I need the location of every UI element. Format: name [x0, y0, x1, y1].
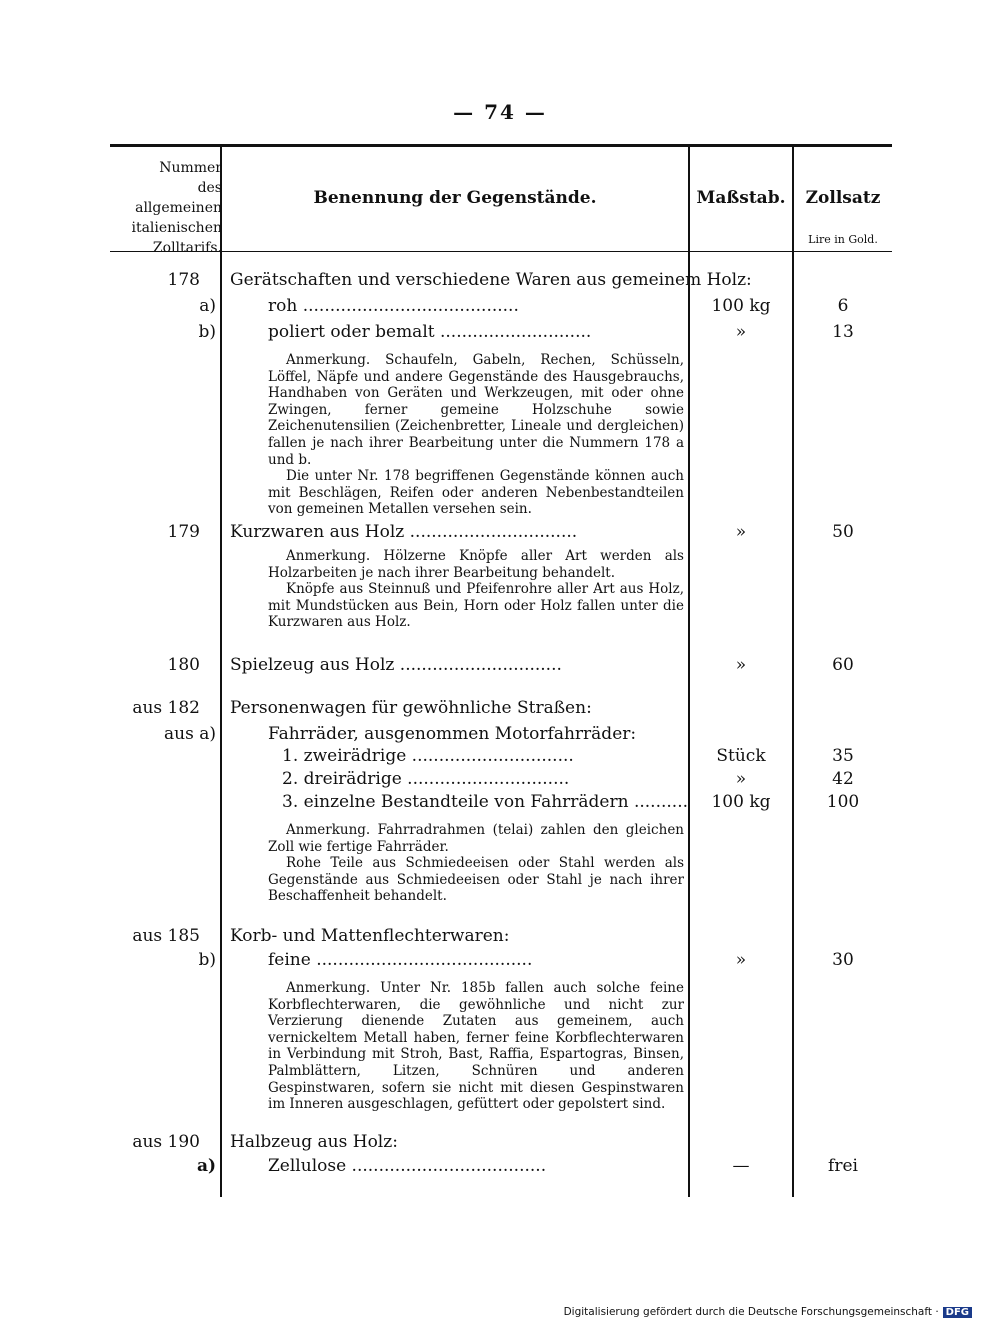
item-number: aus a): [164, 724, 216, 744]
item-unit: Stück: [716, 746, 766, 766]
note-185: [268, 980, 684, 1113]
header-rate: Zollsatz: [805, 188, 881, 208]
footer-text: Digitalisierung gefördert durch die Deutsche Forschungsgemeinschaft ·: [563, 1306, 939, 1318]
header-number-line: Zolltarifs.: [152, 240, 222, 256]
header-number-line: des allgemeinen: [135, 180, 222, 216]
item-title: Personenwagen für gewöhnliche Straßen:: [230, 698, 592, 718]
note-182: [268, 822, 684, 905]
item-title: Gerätschaften und verschiedene Waren aus gemeinem Holz:: [230, 270, 752, 290]
item-unit: »: [735, 322, 747, 342]
header-bottom-rule: [110, 251, 892, 252]
table-top-rule: [110, 144, 892, 147]
note-paragraph: Die unter Nr. 178 begriffenen Gegenstände können auch mit Beschlägen, Reifen oder anderen Nebenbestandteilen von gemeinen Metallen versehen sein.: [268, 468, 684, 518]
item-unit: »: [735, 522, 747, 542]
item-rate: 50: [832, 522, 854, 542]
item-text: Kurzwaren aus Holz ...............................: [230, 522, 578, 542]
note-paragraph: Anmerkung. Fahrradrahmen (telai) zahlen den gleichen Zoll wie fertige Fahrräder.: [268, 822, 684, 855]
note-paragraph: Anmerkung. Schaufeln, Gabeln, Rechen, Schüsseln, Löffel, Näpfe und andere Gegenstände des Hausgebrauchs, Handhaben von Geräten und Werkzeugen, mit oder ohne Zwingen, ferner gemeine Holzschuhe sowie Zeichenutensilien (Zeichenbretter, Lineale und dergleichen) fallen je nach ihrer Bearbeitung unter die Nummern 178 a und b.: [268, 352, 684, 468]
dfg-logo: DFG: [943, 1307, 972, 1318]
item-unit: 100 kg: [711, 296, 771, 316]
header-number-line: Nummer: [159, 160, 222, 176]
item-unit: »: [735, 769, 747, 789]
item-number: b): [198, 322, 216, 342]
item-unit: 100 kg: [711, 792, 771, 812]
item-text: 1. zweirädrige ..............................: [282, 746, 574, 766]
item-rate: 100: [826, 792, 860, 812]
item-unit: —: [732, 1156, 750, 1176]
page-number: — 74 —: [453, 100, 547, 124]
item-text: Zellulose ....................................: [268, 1156, 547, 1176]
note-178: [268, 352, 684, 518]
digitization-footer: [564, 1306, 972, 1318]
item-text: poliert oder bemalt ............................: [268, 322, 592, 342]
header-number-line: italienischen: [131, 220, 222, 236]
item-rate: 60: [832, 655, 854, 675]
item-rate: 42: [832, 769, 854, 789]
item-number: 178: [167, 270, 200, 290]
item-rate: 30: [832, 950, 854, 970]
item-number: b): [198, 950, 216, 970]
item-text: roh ........................................: [268, 296, 519, 316]
item-number: aus 185: [132, 926, 200, 946]
item-number: a): [199, 296, 216, 316]
header-unit: Maßstab.: [696, 188, 786, 208]
item-number: aus 182: [132, 698, 200, 718]
header-name: Benennung der Gegenstände.: [313, 188, 597, 208]
header-number-column: [112, 158, 222, 258]
item-number: a): [196, 1156, 216, 1176]
item-rate: frei: [828, 1156, 858, 1176]
item-title: Halbzeug aus Holz:: [230, 1132, 398, 1152]
note-paragraph: Rohe Teile aus Schmiedeeisen oder Stahl werden als Gegenstände aus Schmiedeeisen oder Stahl je nach ihrer Beschaffenheit behandelt.: [268, 855, 684, 905]
item-rate: 35: [832, 746, 854, 766]
item-number: 179: [167, 522, 200, 542]
item-text: 3. einzelne Bestandteile von Fahrrädern ..........: [282, 792, 689, 812]
item-number: aus 190: [132, 1132, 200, 1152]
item-rate: 6: [837, 296, 849, 316]
item-text: Spielzeug aus Holz ..............................: [230, 655, 562, 675]
item-text: feine ........................................: [268, 950, 533, 970]
item-rate: 13: [832, 322, 854, 342]
item-text: 2. dreirädrige ..............................: [282, 769, 570, 789]
note-179: [268, 548, 684, 631]
item-unit: »: [735, 950, 747, 970]
item-unit: »: [735, 655, 747, 675]
note-paragraph: Knöpfe aus Steinnuß und Pfeifenrohre aller Art aus Holz, mit Mundstücken aus Bein, Horn oder Holz fallen unter die Kurzwaren aus Holz.: [268, 581, 684, 631]
item-title: Fahrräder, ausgenommen Motorfahrräder:: [268, 724, 637, 744]
note-paragraph: Anmerkung. Hölzerne Knöpfe aller Art werden als Holzarbeiten je nach ihrer Bearbeitung behandelt.: [268, 548, 684, 581]
item-title: Korb- und Mattenflechterwaren:: [230, 926, 510, 946]
header-rate-unit: Lire in Gold.: [808, 233, 878, 246]
item-number: 180: [167, 655, 200, 675]
note-paragraph: Anmerkung. Unter Nr. 185b fallen auch solche feine Korbflechterwaren, die gewöhnliche und nicht zur Verzierung dienende Zutaten aus gemeinem, auch vernickeltem Metall haben, ferner feine Korbflechterwaren in Verbindung mit Stroh, Bast, Raffia, Espartogras, Binsen, Palmblättern, Litzen, Schnüren und anderen Gespinstwaren, sofern sie nicht mit diesen Gespinstwaren im Inneren ausgeschlagen, gefüttert oder gepolstert sind.: [268, 980, 684, 1113]
column-divider-1: [220, 147, 222, 1197]
